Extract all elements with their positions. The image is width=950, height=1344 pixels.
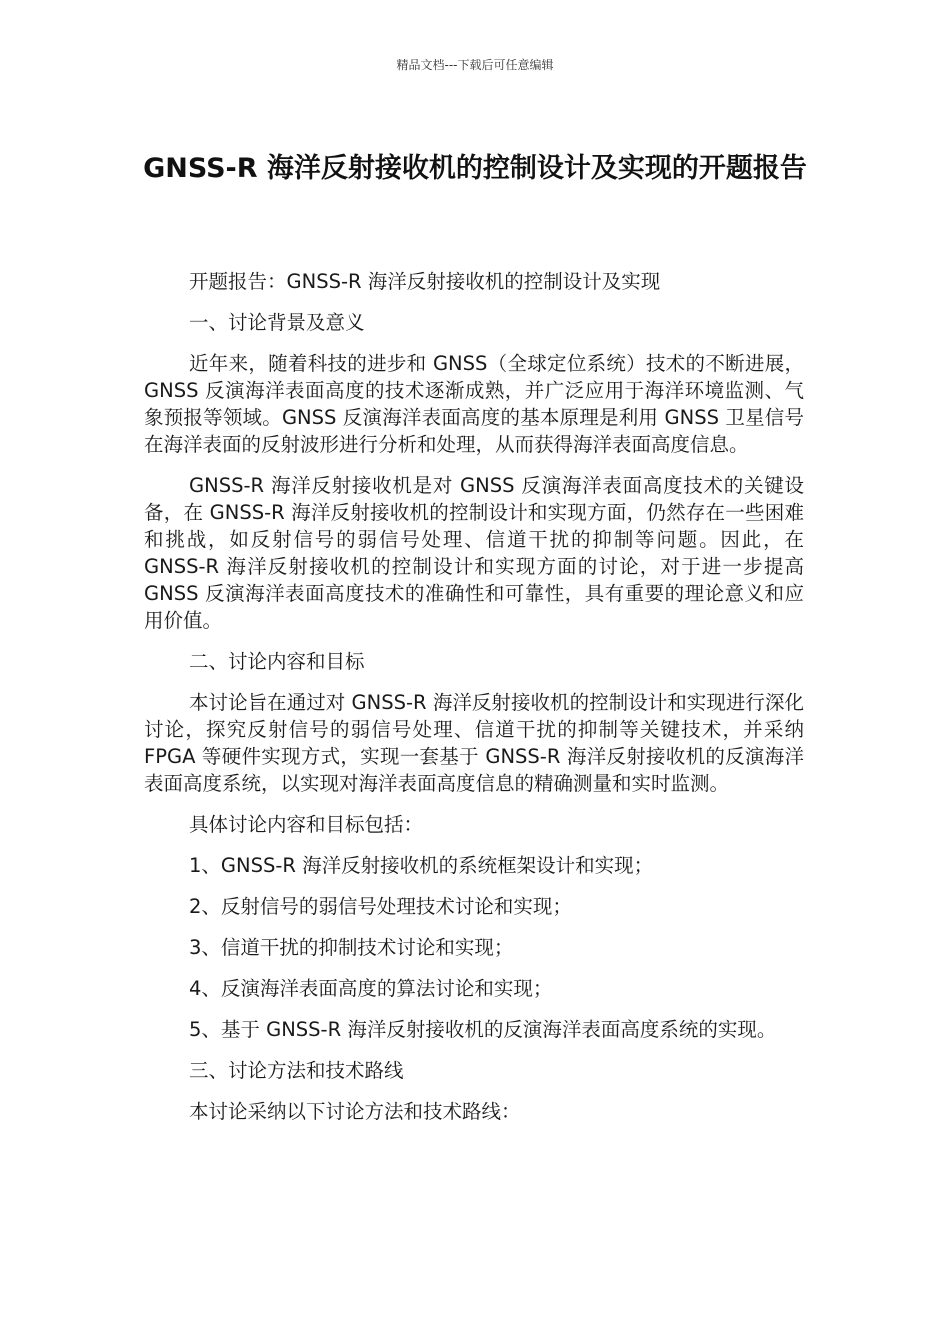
section1-heading: 一、讨论背景及意义 xyxy=(189,311,365,334)
document-body xyxy=(144,268,804,1139)
document-title: GNSS-R 海洋反射接收机的控制设计及实现的开题报告 xyxy=(143,153,807,184)
section2-heading: 二、讨论内容和目标 xyxy=(189,650,365,673)
section3-heading: 三、讨论方法和技术路线 xyxy=(189,1059,404,1082)
section2-paragraph-2: 具体讨论内容和目标包括： xyxy=(189,813,424,836)
list-item-3: 3、信道干扰的抑制技术讨论和实现； xyxy=(189,936,514,959)
section1-paragraph-1: 近年来，随着科技的进步和 GNSS（全球定位系统）技术的不断进展，GNSS 反演海洋表面高度的技术逐渐成熟，并广泛应用于海洋环境监测、气象预报等领域。GNSS 反演海洋表面高度的基本原理是利用 GNSS 卫星信号在海洋表面的反射波形进行分析和处理，从而获得海洋表面高度信息。 xyxy=(144,352,804,456)
list-item-4: 4、反演海洋表面高度的算法讨论和实现； xyxy=(189,977,553,1000)
list-item-2: 2、反射信号的弱信号处理技术讨论和实现； xyxy=(189,895,572,918)
section3-paragraph-1: 本讨论采纳以下讨论方法和技术路线： xyxy=(189,1100,521,1123)
section1-paragraph-2: GNSS-R 海洋反射接收机是对 GNSS 反演海洋表面高度技术的关键设备，在 GNSS-R 海洋反射接收机的控制设计和实现方面，仍然存在一些困难和挑战，如反射信号的弱信号处理、信道干扰的抑制等问题。因此，在 GNSS-R 海洋反射接收机的控制设计和实现方面的讨论，对于进一步提高 GNSS 反演海洋表面高度技术的准确性和可靠性，具有重要的理论意义和应用价值。 xyxy=(144,474,804,632)
list-item-1: 1、GNSS-R 海洋反射接收机的系统框架设计和实现； xyxy=(189,854,654,877)
list-item-5: 5、基于 GNSS-R 海洋反射接收机的反演海洋表面高度系统的实现。 xyxy=(189,1018,777,1041)
page-header-note: 精品文档---下载后可任意编辑 xyxy=(396,58,554,72)
section2-paragraph-1: 本讨论旨在通过对 GNSS-R 海洋反射接收机的控制设计和实现进行深化讨论，探究反射信号的弱信号处理、信道干扰的抑制等关键技术，并采纳 FPGA 等硬件实现方式，实现一套基于 GNSS-R 海洋反射接收机的反演海洋表面高度系统，以实现对海洋表面高度信息的精确测量和实时监测。 xyxy=(144,691,804,795)
intro-line: 开题报告：GNSS-R 海洋反射接收机的控制设计及实现 xyxy=(189,270,661,293)
